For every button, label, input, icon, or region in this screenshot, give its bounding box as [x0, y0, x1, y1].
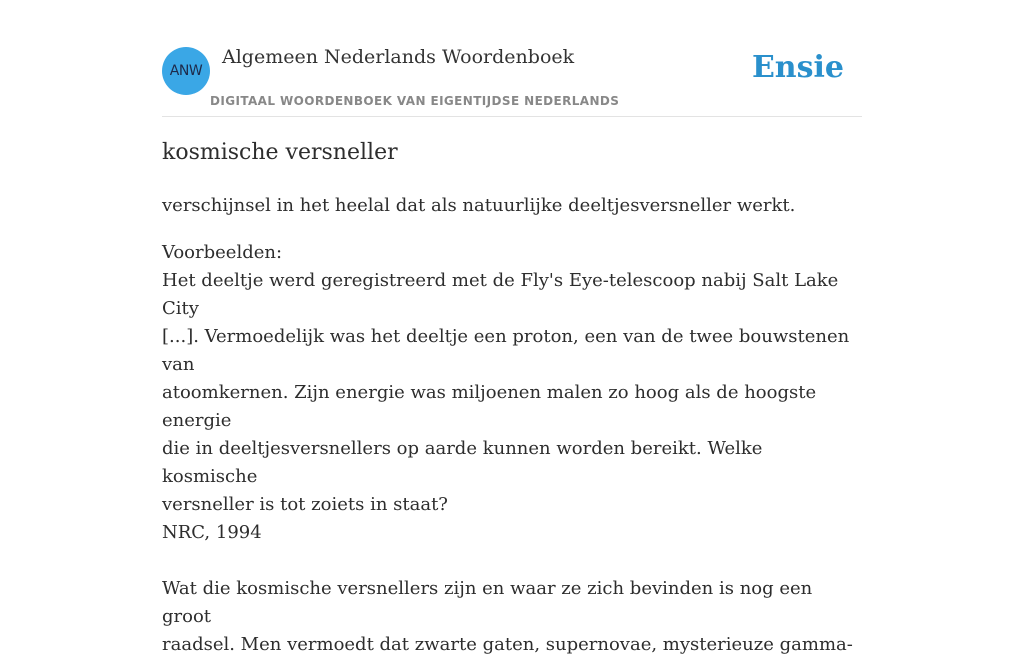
example-line: atoomkernen. Zijn energie was miljoenen malen zo hoog als de hoogste energie [162, 382, 817, 431]
logo-text: ANW [169, 63, 203, 79]
page [162, 0, 862, 655]
dictionary-subtitle: DIGITAAL WOORDENBOEK VAN EIGENTIJDSE NEDERLANDS [210, 94, 620, 108]
example-spacer [162, 547, 862, 575]
examples-label: Voorbeelden: [162, 242, 283, 263]
examples-section [162, 239, 862, 659]
example-line: [...]. Vermoedelijk was het deeltje een proton, een van de twee bouwstenen van [162, 326, 850, 375]
example-line: versneller is tot zoiets in staat? [162, 494, 448, 515]
site-header [162, 0, 862, 117]
dictionary-title[interactable]: Algemeen Nederlands Woordenboek [222, 46, 575, 68]
example-line: die in deeltjesversnellers op aarde kunnen worden bereikt. Welke kosmische [162, 438, 763, 487]
entry-definition: verschijnsel in het heelal dat als natuurlijke deeltjesversneller werkt. [162, 195, 796, 216]
ensie-brand-logo[interactable]: Ensie [751, 50, 844, 85]
entry-headword: kosmische versneller [162, 140, 398, 165]
example-source: NRC, 1994 [162, 522, 262, 543]
example-line: Het deeltje werd geregistreerd met de Fly's Eye-telescoop nabij Salt Lake City [162, 270, 839, 319]
anw-logo[interactable] [162, 47, 210, 95]
example-line: raadsel. Men vermoedt dat zwarte gaten, supernovae, mysterieuze gamma- [162, 634, 853, 655]
example-line: Wat die kosmische versnellers zijn en waar ze zich bevinden is nog een groot [162, 578, 813, 627]
